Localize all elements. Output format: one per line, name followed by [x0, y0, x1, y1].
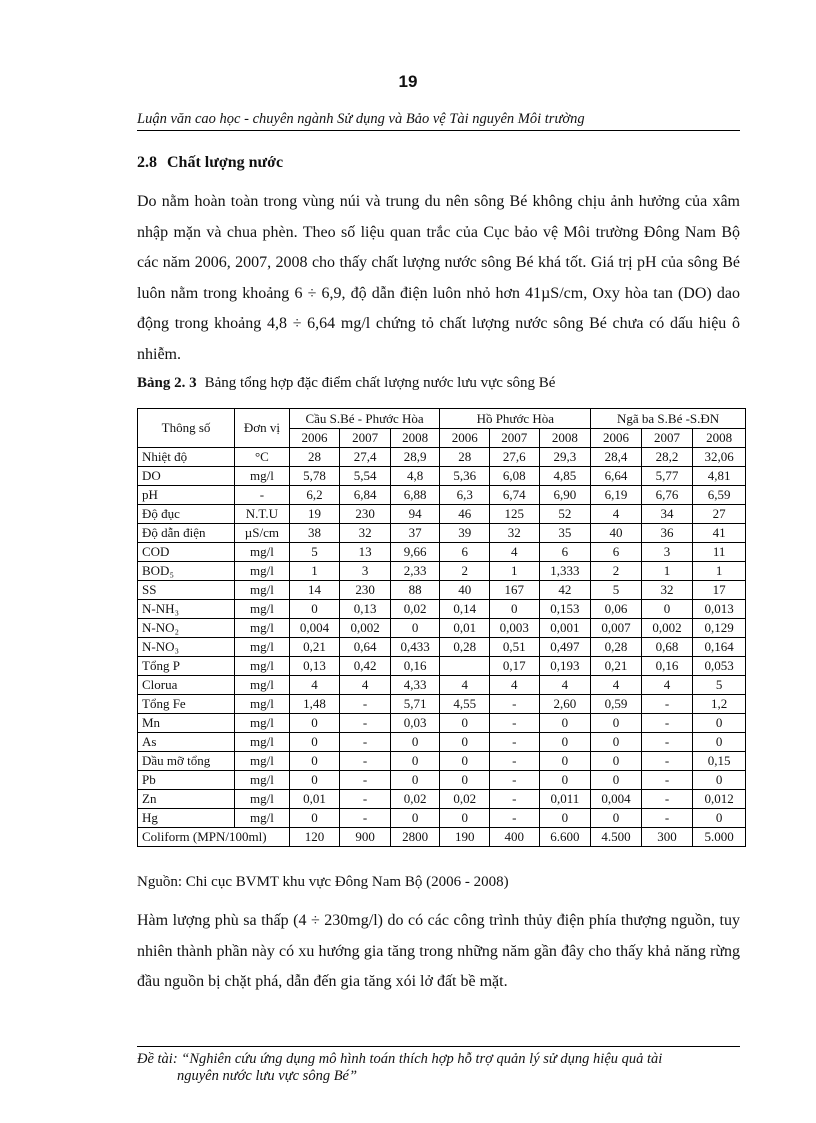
- value-cell: 4,33: [390, 676, 440, 695]
- value-cell: 0: [390, 752, 440, 771]
- value-cell: 52: [539, 505, 591, 524]
- value-cell: 0: [390, 619, 440, 638]
- value-cell: 40: [440, 581, 490, 600]
- value-cell: 6,3: [440, 486, 490, 505]
- value-cell: 4.500: [591, 828, 642, 847]
- value-cell: 0,15: [693, 752, 746, 771]
- unit-cell: mg/l: [235, 467, 290, 486]
- section-title: Chất lượng nước: [167, 154, 284, 171]
- value-cell: 32: [641, 581, 693, 600]
- header-year: 2008: [390, 429, 440, 448]
- param-name-cell: Clorua: [138, 676, 235, 695]
- value-cell: 0,193: [539, 657, 591, 676]
- value-cell: 11: [693, 543, 746, 562]
- value-cell: 9,66: [390, 543, 440, 562]
- value-cell: 167: [490, 581, 540, 600]
- value-cell: 0,003: [490, 619, 540, 638]
- value-cell: 3: [340, 562, 391, 581]
- param-name-cell: Tổng Fe: [138, 695, 235, 714]
- value-cell: 0: [289, 752, 340, 771]
- value-cell: 0: [693, 714, 746, 733]
- param-name-cell: Tổng P: [138, 657, 235, 676]
- value-cell: 0: [390, 733, 440, 752]
- running-header: Luận văn cao học - chuyên ngành Sử dụng và Bảo vệ Tài nguyên Môi trường: [137, 111, 740, 131]
- value-cell: 0: [539, 752, 591, 771]
- param-name-cell: N-NO₂: [138, 619, 235, 638]
- value-cell: 38: [289, 524, 340, 543]
- paragraph-sediment: Hàm lượng phù sa thấp (4 ÷ 230mg/l) do có các công trình thủy điện phía thượng nguồn, tuy nhiên thành phần này có xu hướng gia tăng trong những năm gần đây cho thấy khả năng rừng đầu nguồn bị chặt phá, dẫn đến gia tăng xói lở đất bề mặt.: [137, 912, 740, 990]
- value-cell: 0: [539, 714, 591, 733]
- param-name-cell: DO: [138, 467, 235, 486]
- value-cell: 4: [340, 676, 391, 695]
- value-cell: 4: [289, 676, 340, 695]
- value-cell: 19: [289, 505, 340, 524]
- value-cell: 32,06: [693, 448, 746, 467]
- header-param: Thông số: [138, 409, 235, 448]
- value-cell: 0,17: [490, 657, 540, 676]
- unit-cell: mg/l: [235, 771, 290, 790]
- value-cell: 39: [440, 524, 490, 543]
- table-row: [138, 467, 746, 486]
- value-cell: 6,76: [641, 486, 693, 505]
- value-cell: 5,54: [340, 467, 391, 486]
- value-cell: 6,59: [693, 486, 746, 505]
- param-name-cell: Pb: [138, 771, 235, 790]
- header-year: 2007: [641, 429, 693, 448]
- table-row: [138, 562, 746, 581]
- value-cell: 0,42: [340, 657, 391, 676]
- value-cell: 5,78: [289, 467, 340, 486]
- param-name-cell: BOD₅: [138, 562, 235, 581]
- value-cell: -: [641, 714, 693, 733]
- value-cell: 0: [289, 733, 340, 752]
- unit-cell: N.T.U: [235, 505, 290, 524]
- value-cell: 230: [340, 505, 391, 524]
- value-cell: 27: [693, 505, 746, 524]
- header-year: 2008: [539, 429, 591, 448]
- value-cell: 400: [490, 828, 540, 847]
- table-row: [138, 600, 746, 619]
- value-cell: 6: [440, 543, 490, 562]
- unit-cell: mg/l: [235, 809, 290, 828]
- value-cell: -: [490, 714, 540, 733]
- value-cell: 4: [539, 676, 591, 695]
- value-cell: 0,16: [390, 657, 440, 676]
- value-cell: 0,21: [591, 657, 642, 676]
- value-cell: 4: [641, 676, 693, 695]
- value-cell: 0,02: [390, 600, 440, 619]
- value-cell: 2,33: [390, 562, 440, 581]
- param-name-cell: N-NH₃: [138, 600, 235, 619]
- value-cell: 28: [440, 448, 490, 467]
- value-cell: 0,001: [539, 619, 591, 638]
- value-cell: 4: [591, 676, 642, 695]
- value-cell: 125: [490, 505, 540, 524]
- value-cell: 42: [539, 581, 591, 600]
- value-cell: 0,16: [641, 657, 693, 676]
- header-unit: Đơn vị: [235, 409, 290, 448]
- value-cell: 0,129: [693, 619, 746, 638]
- value-cell: 1,2: [693, 695, 746, 714]
- unit-cell: mg/l: [235, 619, 290, 638]
- unit-cell: mg/l: [235, 752, 290, 771]
- value-cell: 5: [693, 676, 746, 695]
- value-cell: -: [490, 790, 540, 809]
- value-cell: 1: [289, 562, 340, 581]
- value-cell: 900: [340, 828, 391, 847]
- value-cell: 0,012: [693, 790, 746, 809]
- value-cell: 6,2: [289, 486, 340, 505]
- value-cell: -: [340, 695, 391, 714]
- value-cell: 0,164: [693, 638, 746, 657]
- value-cell: 0,02: [440, 790, 490, 809]
- unit-cell: mg/l: [235, 790, 290, 809]
- value-cell: 0,64: [340, 638, 391, 657]
- value-cell: 28,2: [641, 448, 693, 467]
- value-cell: 0: [641, 600, 693, 619]
- value-cell: 1,48: [289, 695, 340, 714]
- param-name-cell: Độ đục: [138, 505, 235, 524]
- value-cell: 6: [539, 543, 591, 562]
- running-footer: [137, 1046, 740, 1085]
- value-cell: 6,74: [490, 486, 540, 505]
- value-cell: 3: [641, 543, 693, 562]
- value-cell: 4: [591, 505, 642, 524]
- table-row: [138, 524, 746, 543]
- header-group-3: Ngã ba S.Bé -S.ĐN: [591, 409, 746, 429]
- table-row: [138, 505, 746, 524]
- value-cell: 0: [440, 809, 490, 828]
- unit-cell: mg/l: [235, 638, 290, 657]
- value-cell: 0: [693, 733, 746, 752]
- table-row: [138, 695, 746, 714]
- value-cell: 0,28: [591, 638, 642, 657]
- value-cell: 4,55: [440, 695, 490, 714]
- value-cell: 32: [490, 524, 540, 543]
- unit-cell: mg/l: [235, 714, 290, 733]
- value-cell: 27,4: [340, 448, 391, 467]
- value-cell: 5: [289, 543, 340, 562]
- value-cell: 36: [641, 524, 693, 543]
- value-cell: 13: [340, 543, 391, 562]
- param-name-cell: Coliform (MPN/100ml): [138, 828, 290, 847]
- value-cell: 0,002: [340, 619, 391, 638]
- value-cell: 0,68: [641, 638, 693, 657]
- value-cell: 5,36: [440, 467, 490, 486]
- value-cell: 34: [641, 505, 693, 524]
- table-row: [138, 714, 746, 733]
- value-cell: 4,8: [390, 467, 440, 486]
- value-cell: -: [490, 809, 540, 828]
- table-row: [138, 448, 746, 467]
- value-cell: 0,007: [591, 619, 642, 638]
- value-cell: 0,03: [390, 714, 440, 733]
- unit-cell: mg/l: [235, 562, 290, 581]
- value-cell: 190: [440, 828, 490, 847]
- param-name-cell: As: [138, 733, 235, 752]
- table-row: [138, 543, 746, 562]
- table-row: [138, 771, 746, 790]
- value-cell: 0: [490, 600, 540, 619]
- value-cell: 0,28: [440, 638, 490, 657]
- value-cell: 46: [440, 505, 490, 524]
- table-caption-text: Bảng tổng hợp đặc điểm chất lượng nước lưu vực sông Bé: [204, 375, 556, 391]
- unit-cell: -: [235, 486, 290, 505]
- value-cell: 0,13: [289, 657, 340, 676]
- value-cell: 0: [440, 733, 490, 752]
- value-cell: 4: [440, 676, 490, 695]
- value-cell: 1: [693, 562, 746, 581]
- value-cell: -: [641, 809, 693, 828]
- value-cell: 14: [289, 581, 340, 600]
- value-cell: 5,77: [641, 467, 693, 486]
- footer-line-2: nguyên nước lưu vực sông Bé”: [177, 1068, 358, 1084]
- value-cell: -: [641, 695, 693, 714]
- table-caption: [137, 375, 555, 392]
- table-body: [138, 448, 746, 847]
- value-cell: 1,333: [539, 562, 591, 581]
- value-cell: 300: [641, 828, 693, 847]
- table-source: Nguồn: Chi cục BVMT khu vực Đông Nam Bộ (2006 - 2008): [137, 874, 509, 890]
- unit-cell: mg/l: [235, 733, 290, 752]
- value-cell: 0: [390, 771, 440, 790]
- value-cell: 0: [591, 733, 642, 752]
- value-cell: 0,433: [390, 638, 440, 657]
- param-name-cell: pH: [138, 486, 235, 505]
- param-name-cell: Nhiệt độ: [138, 448, 235, 467]
- value-cell: -: [340, 733, 391, 752]
- value-cell: 6,64: [591, 467, 642, 486]
- table-row: [138, 581, 746, 600]
- value-cell: -: [641, 771, 693, 790]
- value-cell: -: [641, 752, 693, 771]
- value-cell: 0: [591, 809, 642, 828]
- param-name-cell: Zn: [138, 790, 235, 809]
- unit-cell: mg/l: [235, 600, 290, 619]
- value-cell: 0,51: [490, 638, 540, 657]
- value-cell: -: [340, 752, 391, 771]
- param-name-cell: Mn: [138, 714, 235, 733]
- value-cell: 4: [490, 676, 540, 695]
- header-year: 2006: [591, 429, 642, 448]
- value-cell: 40: [591, 524, 642, 543]
- value-cell: 0,497: [539, 638, 591, 657]
- value-cell: 0: [591, 771, 642, 790]
- value-cell: 0: [289, 809, 340, 828]
- header-year: 2007: [490, 429, 540, 448]
- value-cell: 120: [289, 828, 340, 847]
- value-cell: 0: [289, 600, 340, 619]
- value-cell: 1: [490, 562, 540, 581]
- table-row: [138, 809, 746, 828]
- value-cell: 2: [591, 562, 642, 581]
- value-cell: 0,004: [289, 619, 340, 638]
- value-cell: -: [490, 771, 540, 790]
- value-cell: -: [340, 771, 391, 790]
- value-cell: 29,3: [539, 448, 591, 467]
- water-quality-table: [137, 408, 746, 847]
- value-cell: 2: [440, 562, 490, 581]
- value-cell: 0,02: [390, 790, 440, 809]
- unit-cell: mg/l: [235, 543, 290, 562]
- value-cell: 94: [390, 505, 440, 524]
- value-cell: [440, 657, 490, 676]
- table-row: [138, 657, 746, 676]
- value-cell: 0: [539, 733, 591, 752]
- value-cell: 17: [693, 581, 746, 600]
- value-cell: 88: [390, 581, 440, 600]
- value-cell: 0,13: [340, 600, 391, 619]
- value-cell: 0: [390, 809, 440, 828]
- table-row: [138, 486, 746, 505]
- footer-line-1: Đề tài: “Nghiên cứu ứng dụng mô hình toán thích hợp hỗ trợ quản lý sử dụng hiệu quả tài: [137, 1051, 663, 1067]
- value-cell: 0,21: [289, 638, 340, 657]
- header-group-1: Cầu S.Bé - Phước Hòa: [289, 409, 440, 429]
- unit-cell: mg/l: [235, 695, 290, 714]
- value-cell: 0,01: [440, 619, 490, 638]
- value-cell: 4,85: [539, 467, 591, 486]
- value-cell: 0,01: [289, 790, 340, 809]
- value-cell: 6,90: [539, 486, 591, 505]
- value-cell: 0,004: [591, 790, 642, 809]
- section-number: 2.8: [137, 154, 157, 171]
- value-cell: 2,60: [539, 695, 591, 714]
- header-year: 2006: [289, 429, 340, 448]
- section-heading: [137, 154, 283, 172]
- value-cell: 0: [289, 714, 340, 733]
- paragraph-water-quality: Do nằm hoàn toàn trong vùng núi và trung du nên sông Bé không chịu ảnh hưởng của xâm nhập mặn và chua phèn. Theo số liệu quan trắc của Cục bảo vệ Môi trường Đông Nam Bộ các năm 2006, 2007, 2008 cho thấy chất lượng nước sông Bé khá tốt. Giá trị pH của sông Bé luôn nằm trong khoảng 6 ÷ 6,9, độ dẫn điện luôn nhỏ hơn 41µS/cm, Oxy hòa tan (DO) dao động trong khoảng 4,8 ÷ 6,64 mg/l chứng tỏ chất lượng nước sông Bé chưa có dấu hiệu ô nhiễm.: [137, 193, 740, 363]
- table-caption-label: Bảng 2. 3: [137, 375, 197, 391]
- value-cell: 0: [440, 771, 490, 790]
- value-cell: 28,4: [591, 448, 642, 467]
- value-cell: 6,19: [591, 486, 642, 505]
- page-number: 19: [398, 72, 418, 91]
- value-cell: 0,06: [591, 600, 642, 619]
- value-cell: 0,002: [641, 619, 693, 638]
- value-cell: 5.000: [693, 828, 746, 847]
- value-cell: 0,013: [693, 600, 746, 619]
- value-cell: 1: [641, 562, 693, 581]
- param-name-cell: N-NO₃: [138, 638, 235, 657]
- table-row: [138, 828, 746, 847]
- table-row: [138, 676, 746, 695]
- header-year: 2008: [693, 429, 746, 448]
- value-cell: -: [340, 809, 391, 828]
- value-cell: 35: [539, 524, 591, 543]
- unit-cell: mg/l: [235, 657, 290, 676]
- unit-cell: µS/cm: [235, 524, 290, 543]
- param-name-cell: Độ dẫn điện: [138, 524, 235, 543]
- value-cell: 0,153: [539, 600, 591, 619]
- value-cell: 6,88: [390, 486, 440, 505]
- value-cell: -: [340, 714, 391, 733]
- header-group-2: Hồ Phước Hòa: [440, 409, 591, 429]
- unit-cell: mg/l: [235, 676, 290, 695]
- header-year: 2007: [340, 429, 391, 448]
- param-name-cell: COD: [138, 543, 235, 562]
- param-name-cell: SS: [138, 581, 235, 600]
- value-cell: 6,08: [490, 467, 540, 486]
- value-cell: 27,6: [490, 448, 540, 467]
- value-cell: 0: [289, 771, 340, 790]
- table-row: [138, 638, 746, 657]
- value-cell: 28,9: [390, 448, 440, 467]
- value-cell: -: [641, 733, 693, 752]
- value-cell: 0,14: [440, 600, 490, 619]
- value-cell: -: [641, 790, 693, 809]
- header-year: 2006: [440, 429, 490, 448]
- value-cell: -: [490, 752, 540, 771]
- value-cell: 0: [440, 752, 490, 771]
- table-row: [138, 619, 746, 638]
- value-cell: 230: [340, 581, 391, 600]
- value-cell: 2800: [390, 828, 440, 847]
- value-cell: 28: [289, 448, 340, 467]
- table-header-row-groups: [138, 409, 746, 429]
- value-cell: 0: [539, 771, 591, 790]
- value-cell: 0: [693, 809, 746, 828]
- table-row: [138, 790, 746, 809]
- value-cell: 0,011: [539, 790, 591, 809]
- param-name-cell: Dầu mỡ tổng: [138, 752, 235, 771]
- table-row: [138, 752, 746, 771]
- value-cell: 5: [591, 581, 642, 600]
- value-cell: 6,84: [340, 486, 391, 505]
- value-cell: 32: [340, 524, 391, 543]
- value-cell: 4,81: [693, 467, 746, 486]
- value-cell: 6.600: [539, 828, 591, 847]
- value-cell: -: [340, 790, 391, 809]
- value-cell: 37: [390, 524, 440, 543]
- table-row: [138, 733, 746, 752]
- value-cell: 6: [591, 543, 642, 562]
- unit-cell: °C: [235, 448, 290, 467]
- value-cell: 41: [693, 524, 746, 543]
- value-cell: 0: [693, 771, 746, 790]
- value-cell: 5,71: [390, 695, 440, 714]
- value-cell: 0,59: [591, 695, 642, 714]
- unit-cell: mg/l: [235, 581, 290, 600]
- value-cell: -: [490, 733, 540, 752]
- value-cell: 0: [591, 752, 642, 771]
- value-cell: 4: [490, 543, 540, 562]
- value-cell: -: [490, 695, 540, 714]
- value-cell: 0: [591, 714, 642, 733]
- value-cell: 0: [440, 714, 490, 733]
- value-cell: 0,053: [693, 657, 746, 676]
- value-cell: 0: [539, 809, 591, 828]
- param-name-cell: Hg: [138, 809, 235, 828]
